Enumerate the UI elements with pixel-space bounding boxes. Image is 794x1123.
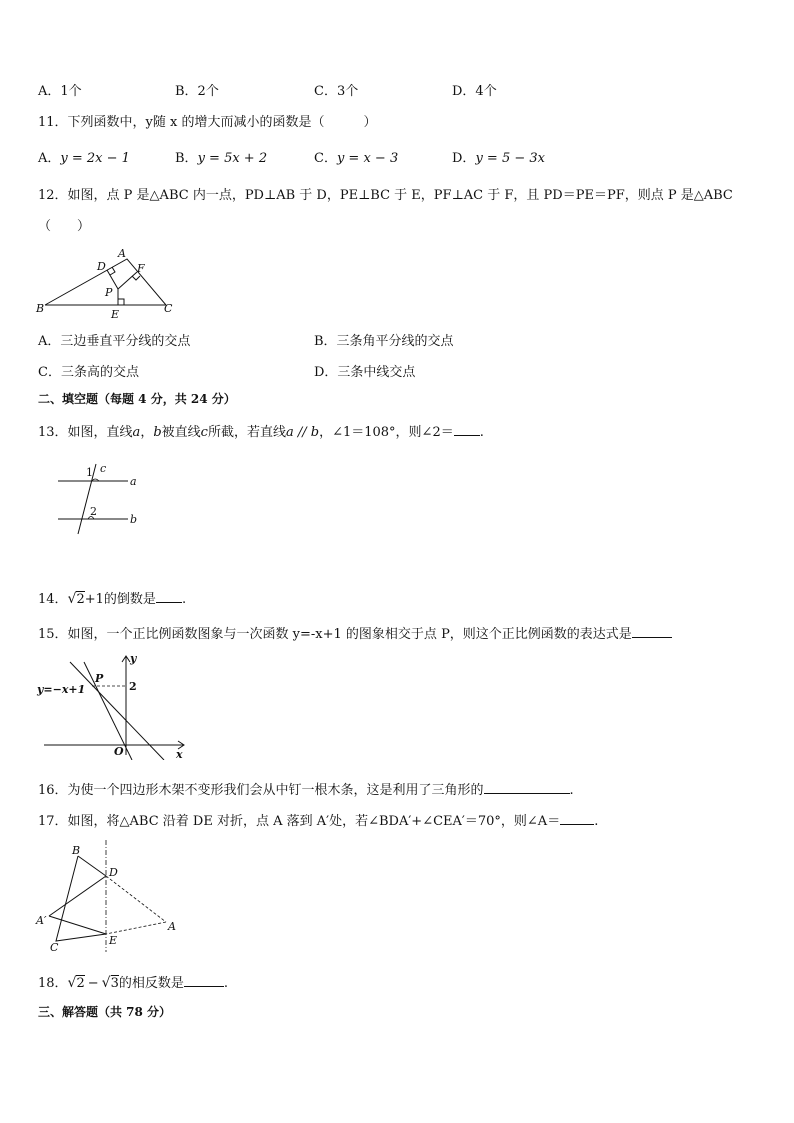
q11-option-a xyxy=(38,150,130,168)
q10-option-d: D．4个 xyxy=(452,84,497,99)
q14-sqrt-sign: √ xyxy=(67,591,77,607)
q11-option-d-label: D． xyxy=(452,151,476,166)
q16-end: . xyxy=(569,783,574,798)
q11-stem: 11．下列函数中，y随 x 的增大而减小的函数是（ ） xyxy=(38,115,377,130)
q17-fold-figure xyxy=(34,836,184,954)
q17-text: 17．如图，将△ABC 沿着 DE 对折，点 A 落到 A′处，若∠BDA′+∠CEA′＝70°，则∠A＝ xyxy=(38,814,561,829)
q18-sqrt-sign-1: √ xyxy=(67,975,77,991)
label-d: D xyxy=(97,260,106,273)
q13-end: . xyxy=(479,425,484,440)
label-e: E xyxy=(109,934,118,947)
label-2: 2 xyxy=(129,680,137,693)
q13-b: b xyxy=(153,425,162,440)
label-line-equation: y=−x+1 xyxy=(37,683,86,696)
q13-stem xyxy=(38,422,484,442)
label-p: P xyxy=(95,672,104,685)
label-e: E xyxy=(111,308,120,321)
label-c: C xyxy=(164,302,173,315)
right-angle-f xyxy=(132,276,140,280)
q12-triangle-figure xyxy=(32,245,182,323)
q13-par: a // b xyxy=(285,425,320,440)
label-o: O xyxy=(114,745,124,758)
label-x: x xyxy=(176,748,183,760)
q18-end: . xyxy=(223,976,229,991)
label-a-line: a xyxy=(130,475,137,488)
q10-option-b: B．2个 xyxy=(175,84,219,99)
q18-answer-blank[interactable] xyxy=(184,973,224,987)
q18-minus: − xyxy=(87,976,99,991)
q11-option-c-label: C． xyxy=(314,151,337,166)
label-b: B xyxy=(72,844,81,857)
label-1: 1 xyxy=(86,466,93,479)
q13-mid: 被直线 xyxy=(161,425,201,440)
q13-a: a xyxy=(132,425,141,440)
q14-stem xyxy=(38,589,186,609)
q11-option-b-expr: y = 5x + 2 xyxy=(197,151,268,166)
q15-answer-blank[interactable] xyxy=(632,624,672,638)
q11-option-c-expr: y = x − 3 xyxy=(336,151,399,166)
q14-end: . xyxy=(181,592,187,607)
segment-d-a1 xyxy=(49,876,106,916)
q12-option-d: D．三条中线交点 xyxy=(314,365,416,380)
q13-parallel-lines-figure xyxy=(48,458,158,538)
q14-expr-rest: +1 xyxy=(84,592,104,607)
segment-a1-e xyxy=(49,916,106,934)
q14-answer-blank[interactable] xyxy=(156,589,182,603)
q13-answer-blank[interactable] xyxy=(454,422,480,436)
q16-answer-blank[interactable] xyxy=(484,780,570,794)
q13-sep: ， xyxy=(140,425,154,440)
label-p: P xyxy=(105,286,113,299)
q12-option-b: B．三条角平分线的交点 xyxy=(314,334,454,349)
q17-answer-blank[interactable] xyxy=(560,811,594,825)
q15-text: 15．如图，一个正比例函数图象与一次函数 y=-x+1 的图象相交于点 P，则这个正比例函数的表达式是 xyxy=(38,627,632,642)
q13-pre: 13．如图，直线 xyxy=(38,425,133,440)
q13-c: c xyxy=(200,425,208,440)
q12-option-a: A．三边垂直平分线的交点 xyxy=(38,334,191,349)
label-y: y xyxy=(130,652,137,665)
q12-paren: （ ） xyxy=(38,219,91,234)
q16-stem xyxy=(38,780,574,800)
q13-cond: ，∠1＝108°，则∠2＝ xyxy=(319,425,454,440)
label-a-prime: A′ xyxy=(36,914,47,927)
q15-stem xyxy=(38,624,672,644)
q14-num: 14． xyxy=(38,592,68,607)
q11-option-a-label: A． xyxy=(38,151,61,166)
q12-stem: 12．如图，点 P 是△ABC 内一点，PD⊥AB 于 D，PE⊥BC 于 E，PF⊥AC 于 F，且 PD＝PE＝PF，则点 P 是△ABC xyxy=(38,188,733,203)
q11-option-c xyxy=(314,150,398,168)
q18-sqrt-sign-2: √ xyxy=(101,975,111,991)
q12-option-c: C．三条高的交点 xyxy=(38,365,139,380)
segment-a-e-dashed xyxy=(106,922,166,934)
q11-option-d xyxy=(452,150,545,168)
label-b-line: b xyxy=(130,513,138,526)
q17-stem xyxy=(38,811,598,831)
q16-text: 16．为使一个四边形木架不变形我们会从中钉一根木条，这是利用了三角形的 xyxy=(38,783,484,798)
q18-radicand-2: 3 xyxy=(110,976,119,991)
label-a: A xyxy=(168,920,176,933)
label-c: C xyxy=(50,941,59,954)
section-3-title: 三、解答题（共 78 分） xyxy=(38,1005,172,1019)
q10-option-a: A．1个 xyxy=(38,84,82,99)
q15-function-graph-figure xyxy=(34,650,194,760)
segment-pf xyxy=(118,272,137,289)
q14-text: 的倒数是 xyxy=(103,592,156,607)
label-c-line: c xyxy=(100,462,107,475)
section-2-title: 二、填空题（每题 4 分，共 24 分） xyxy=(38,392,236,406)
label-2: 2 xyxy=(90,505,97,518)
q10-option-c: C．3个 xyxy=(314,84,359,99)
q18-stem xyxy=(38,973,228,993)
q18-num: 18． xyxy=(38,976,68,991)
q18-radicand-1: 2 xyxy=(76,976,85,991)
q14-radicand: 2 xyxy=(76,592,85,607)
segment-d-a-dashed xyxy=(106,876,166,922)
q17-end: . xyxy=(594,814,599,829)
label-d: D xyxy=(109,866,118,879)
label-a: A xyxy=(118,247,126,260)
triangle-b-c-e xyxy=(56,856,106,941)
q11-option-a-expr: y = 2x − 1 xyxy=(60,151,130,166)
right-angle-e xyxy=(118,299,124,305)
q13-mid2: 所截，若直线 xyxy=(207,425,286,440)
label-b: B xyxy=(36,302,45,315)
q18-text: 的相反数是 xyxy=(118,976,184,991)
q11-option-d-expr: y = 5 − 3x xyxy=(475,151,545,166)
segment-bd xyxy=(78,856,106,876)
q11-option-b-label: B． xyxy=(175,151,198,166)
label-f: F xyxy=(137,262,145,275)
q11-option-b xyxy=(175,150,267,168)
